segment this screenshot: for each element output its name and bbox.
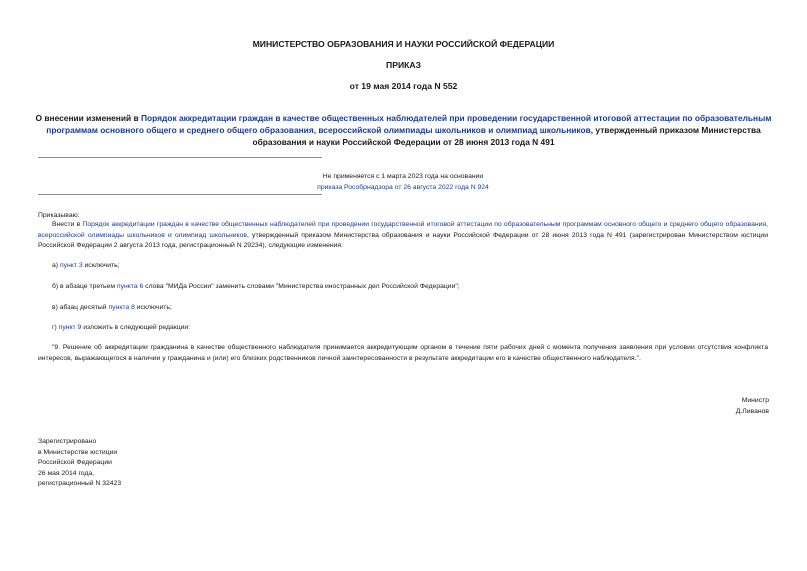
item-b-suffix: слова "МИДа России" заменить словами "Министерства иностранных дел Российской Федерации";	[143, 283, 460, 290]
title-procedure-link[interactable]: Порядок аккредитации граждан в качестве общественных наблюдателей при проведении государственной итоговой аттестации по образовательным программам основного общего и среднего общего образования, всероссийской олимпиады школьников и олимпиад школьников	[46, 113, 772, 135]
signature-name: Д.Ливанов	[735, 407, 769, 415]
document-type-heading: ПРИКАЗ	[386, 60, 421, 70]
date-number-heading: от 19 мая 2014 года N 552	[349, 81, 458, 91]
main-paragraph	[38, 220, 768, 252]
item-c-prefix: в) абзац десятый	[52, 304, 109, 311]
status-note-text: Не применяется с 1 марта 2023 года на основании	[322, 173, 484, 180]
status-note	[270, 171, 536, 193]
divider-bottom	[38, 194, 322, 195]
registration-line: 26 мая 2014 года,	[38, 469, 95, 477]
list-item-c	[52, 303, 172, 314]
main-procedure-link[interactable]: Порядок аккредитации граждан в качестве общественных наблюдателей при проведении государственной итоговой аттестации по образовательным программам основного общего и среднего общего образования, всероссийской олимпиады школьников и олимпиад школьников	[38, 221, 768, 239]
item-a-prefix: а)	[52, 262, 60, 269]
item-a-link[interactable]: пункт 3	[59, 262, 83, 269]
item-d-suffix: изложить в следующей редакции:	[81, 324, 191, 331]
item-d-prefix: г)	[52, 324, 59, 331]
main-prefix: Внести в	[52, 221, 83, 228]
quoted-paragraph: "9. Решение об аккредитации гражданина в качестве общественного наблюдателя принимается аккредитующим органом в течение пяти рабочих дней с момента получения заявления при условии отсутствия конфликта интересов, выражающегося в наличии у гражданина и (или) его близких родственников личной заинтересованности в результате аккредитации его в качестве общественного наблюдателя.".	[38, 344, 768, 362]
signature-position: Министр	[741, 397, 769, 404]
ordered-label: Приказываю:	[38, 212, 80, 219]
registration-line: регистрационный N 32423	[38, 480, 122, 487]
list-item-b	[52, 282, 460, 293]
main-suffix: , утвержденный приказом Министерства образования и науки Российской Федерации от 28 июня 2013 года N 491 (зарегистрирован Министерством юстиции Российской Федерации 2 августа 2013 года, регистрационный N 29234), следующие изменения:	[38, 231, 768, 249]
registration-block	[38, 437, 121, 490]
document-title	[30, 112, 777, 148]
title-prefix: О внесении изменений в	[35, 113, 141, 123]
registration-line: Российской Федерации	[38, 459, 112, 466]
signature-block	[736, 396, 769, 417]
ministry-heading: МИНИСТЕРСТВО ОБРАЗОВАНИЯ И НАУКИ РОССИЙСКОЙ ФЕДЕРАЦИИ	[252, 39, 555, 49]
item-d-link[interactable]: пункт 9	[58, 324, 82, 331]
list-item-d	[52, 323, 190, 334]
item-c-link[interactable]: пункта 8	[108, 304, 135, 311]
divider-top	[38, 157, 322, 158]
title-suffix: , утвержденный приказом Министерства образования и науки Российской Федерации от 28 июня 2013 года N 491	[252, 125, 761, 147]
item-b-prefix: б) в абзаце третьем	[52, 283, 117, 290]
registration-line: в Министерстве юстиции	[38, 448, 118, 456]
status-note-link[interactable]: приказа Рособрнадзора от 26 августа 2022 года N 924	[317, 184, 489, 191]
item-b-link[interactable]: пункта 6	[116, 283, 144, 290]
registration-line: Зарегистрировано	[38, 438, 97, 445]
list-item-a	[52, 261, 120, 272]
item-c-suffix: исключить;	[134, 304, 172, 311]
item-a-suffix: исключить;	[82, 262, 120, 269]
